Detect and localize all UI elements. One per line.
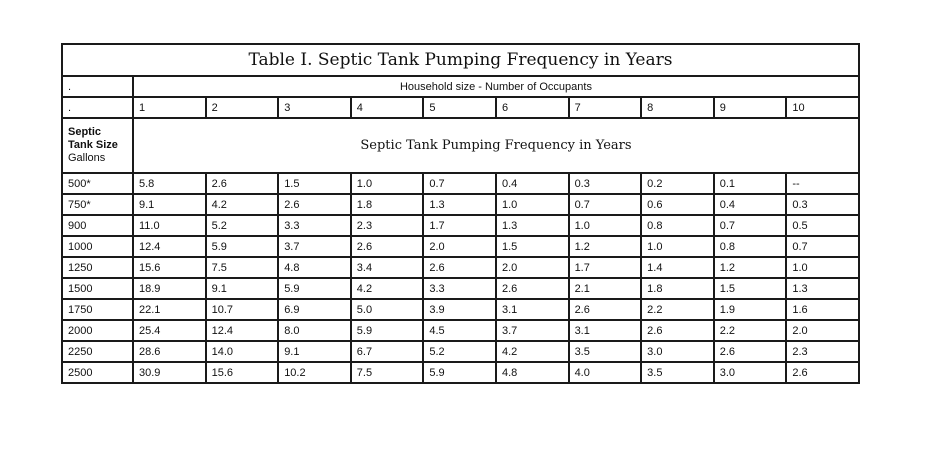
occupant-count-5: 5 — [423, 97, 496, 118]
frequency-cell: 1.3 — [786, 278, 859, 299]
household-size-header: Household size - Number of Occupants — [133, 76, 859, 97]
tank-size-cell: 1500 — [62, 278, 133, 299]
frequency-cell: 1.3 — [423, 194, 496, 215]
frequency-cell: 1.0 — [569, 215, 642, 236]
occupant-count-9: 9 — [714, 97, 787, 118]
frequency-cell: 0.7 — [786, 236, 859, 257]
frequency-cell: 0.4 — [714, 194, 787, 215]
frequency-cell: 1.8 — [351, 194, 424, 215]
frequency-cell: 3.7 — [496, 320, 569, 341]
frequency-cell: 4.2 — [496, 341, 569, 362]
occupant-count-3: 3 — [278, 97, 351, 118]
frequency-cell: 0.2 — [641, 173, 714, 194]
frequency-cell: 2.6 — [714, 341, 787, 362]
frequency-cell: 3.7 — [278, 236, 351, 257]
frequency-cell: 0.5 — [786, 215, 859, 236]
frequency-cell: 1.8 — [641, 278, 714, 299]
occupant-count-6: 6 — [496, 97, 569, 118]
frequency-cell: 5.2 — [423, 341, 496, 362]
frequency-cell: 6.9 — [278, 299, 351, 320]
occupant-count-1: 1 — [133, 97, 206, 118]
frequency-cell: 5.9 — [278, 278, 351, 299]
frequency-cell: 2.6 — [351, 236, 424, 257]
table-row — [62, 215, 859, 236]
table-row — [62, 173, 859, 194]
frequency-cell: 0.3 — [786, 194, 859, 215]
frequency-cell: 1.5 — [714, 278, 787, 299]
frequency-caption: Septic Tank Pumping Frequency in Years — [133, 118, 859, 173]
frequency-cell: 12.4 — [206, 320, 279, 341]
frequency-cell: 1.3 — [496, 215, 569, 236]
frequency-cell: 2.1 — [569, 278, 642, 299]
occupant-count-8: 8 — [641, 97, 714, 118]
frequency-cell: 4.5 — [423, 320, 496, 341]
occupant-count-10: 10 — [786, 97, 859, 118]
frequency-cell: 2.6 — [641, 320, 714, 341]
frequency-cell: 1.4 — [641, 257, 714, 278]
frequency-cell: 2.3 — [351, 215, 424, 236]
frequency-cell: 0.7 — [423, 173, 496, 194]
frequency-cell: 4.8 — [278, 257, 351, 278]
frequency-cell: 3.3 — [423, 278, 496, 299]
table-row — [62, 362, 859, 383]
tank-size-cell: 2000 — [62, 320, 133, 341]
frequency-cell: 0.1 — [714, 173, 787, 194]
frequency-cell: 5.9 — [423, 362, 496, 383]
frequency-cell: 4.0 — [569, 362, 642, 383]
tank-size-cell: 1000 — [62, 236, 133, 257]
occupant-count-2: 2 — [206, 97, 279, 118]
frequency-cell: 25.4 — [133, 320, 206, 341]
frequency-cell: 28.6 — [133, 341, 206, 362]
frequency-cell: 1.7 — [423, 215, 496, 236]
frequency-cell: 14.0 — [206, 341, 279, 362]
table-row — [62, 278, 859, 299]
frequency-cell: 3.9 — [423, 299, 496, 320]
frequency-cell: 0.4 — [496, 173, 569, 194]
frequency-cell: 2.0 — [496, 257, 569, 278]
tank-size-header — [62, 118, 133, 173]
table-title: Table I. Septic Tank Pumping Frequency in Years — [62, 44, 859, 76]
frequency-cell: 1.2 — [569, 236, 642, 257]
frequency-cell: 10.7 — [206, 299, 279, 320]
frequency-cell: 3.5 — [641, 362, 714, 383]
frequency-cell: 2.6 — [786, 362, 859, 383]
frequency-cell: 3.3 — [278, 215, 351, 236]
frequency-cell: 2.6 — [206, 173, 279, 194]
frequency-cell: 1.0 — [641, 236, 714, 257]
frequency-cell: 1.5 — [278, 173, 351, 194]
table-row — [62, 194, 859, 215]
tank-size-cell: 2250 — [62, 341, 133, 362]
frequency-cell: 5.9 — [206, 236, 279, 257]
occupant-count-row — [62, 97, 859, 118]
frequency-cell: -- — [786, 173, 859, 194]
frequency-cell: 12.4 — [133, 236, 206, 257]
frequency-cell: 3.5 — [569, 341, 642, 362]
size-label-line3: Gallons — [68, 152, 106, 164]
occupant-count-7: 7 — [569, 97, 642, 118]
frequency-cell: 7.5 — [351, 362, 424, 383]
frequency-cell: 9.1 — [206, 278, 279, 299]
occupant-count-4: 4 — [351, 97, 424, 118]
frequency-cell: 5.9 — [351, 320, 424, 341]
frequency-cell: 1.0 — [786, 257, 859, 278]
frequency-cell: 10.2 — [278, 362, 351, 383]
frequency-cell: 2.6 — [278, 194, 351, 215]
frequency-cell: 0.6 — [641, 194, 714, 215]
frequency-cell: 15.6 — [206, 362, 279, 383]
frequency-cell: 1.7 — [569, 257, 642, 278]
frequency-cell: 2.6 — [496, 278, 569, 299]
frequency-cell: 5.2 — [206, 215, 279, 236]
frequency-cell: 9.1 — [278, 341, 351, 362]
group-header-row — [62, 76, 859, 97]
frequency-cell: 1.6 — [786, 299, 859, 320]
table-row — [62, 320, 859, 341]
frequency-cell: 7.5 — [206, 257, 279, 278]
table-row — [62, 236, 859, 257]
size-label-line1: Septic — [68, 126, 102, 138]
frequency-cell: 0.7 — [714, 215, 787, 236]
frequency-cell: 18.9 — [133, 278, 206, 299]
frequency-cell: 2.0 — [786, 320, 859, 341]
frequency-cell: 2.2 — [714, 320, 787, 341]
frequency-cell: 30.9 — [133, 362, 206, 383]
frequency-cell: 3.0 — [714, 362, 787, 383]
frequency-cell: 2.0 — [423, 236, 496, 257]
frequency-cell: 0.8 — [641, 215, 714, 236]
tank-size-cell: 1750 — [62, 299, 133, 320]
frequency-cell: 0.7 — [569, 194, 642, 215]
frequency-cell: 6.7 — [351, 341, 424, 362]
frequency-cell: 1.2 — [714, 257, 787, 278]
frequency-cell: 22.1 — [133, 299, 206, 320]
frequency-cell: 4.2 — [351, 278, 424, 299]
tank-size-cell: 500* — [62, 173, 133, 194]
frequency-cell: 5.8 — [133, 173, 206, 194]
frequency-cell: 1.5 — [496, 236, 569, 257]
tank-size-cell: 2500 — [62, 362, 133, 383]
frequency-cell: 9.1 — [133, 194, 206, 215]
table-row — [62, 257, 859, 278]
size-label-row — [62, 118, 859, 173]
tank-size-cell: 1250 — [62, 257, 133, 278]
frequency-cell: 3.1 — [569, 320, 642, 341]
frequency-cell: 3.1 — [496, 299, 569, 320]
tank-size-cell: 750* — [62, 194, 133, 215]
frequency-cell: 1.9 — [714, 299, 787, 320]
table-title-row — [62, 44, 859, 76]
frequency-cell: 11.0 — [133, 215, 206, 236]
frequency-cell: 0.8 — [714, 236, 787, 257]
frequency-cell: 3.4 — [351, 257, 424, 278]
septic-pumping-table — [61, 43, 860, 384]
table-row — [62, 341, 859, 362]
frequency-cell: 2.2 — [641, 299, 714, 320]
frequency-cell: 2.3 — [786, 341, 859, 362]
group-row-stub: . — [62, 76, 133, 97]
frequency-cell: 8.0 — [278, 320, 351, 341]
frequency-cell: 2.6 — [423, 257, 496, 278]
frequency-cell: 1.0 — [496, 194, 569, 215]
frequency-cell: 3.0 — [641, 341, 714, 362]
tank-size-cell: 900 — [62, 215, 133, 236]
size-label-line2: Tank Size — [68, 139, 118, 151]
frequency-cell: 2.6 — [569, 299, 642, 320]
frequency-cell: 1.0 — [351, 173, 424, 194]
frequency-cell: 5.0 — [351, 299, 424, 320]
frequency-cell: 4.2 — [206, 194, 279, 215]
frequency-cell: 15.6 — [133, 257, 206, 278]
frequency-cell: 0.3 — [569, 173, 642, 194]
occupant-row-stub: . — [62, 97, 133, 118]
frequency-cell: 4.8 — [496, 362, 569, 383]
table-row — [62, 299, 859, 320]
